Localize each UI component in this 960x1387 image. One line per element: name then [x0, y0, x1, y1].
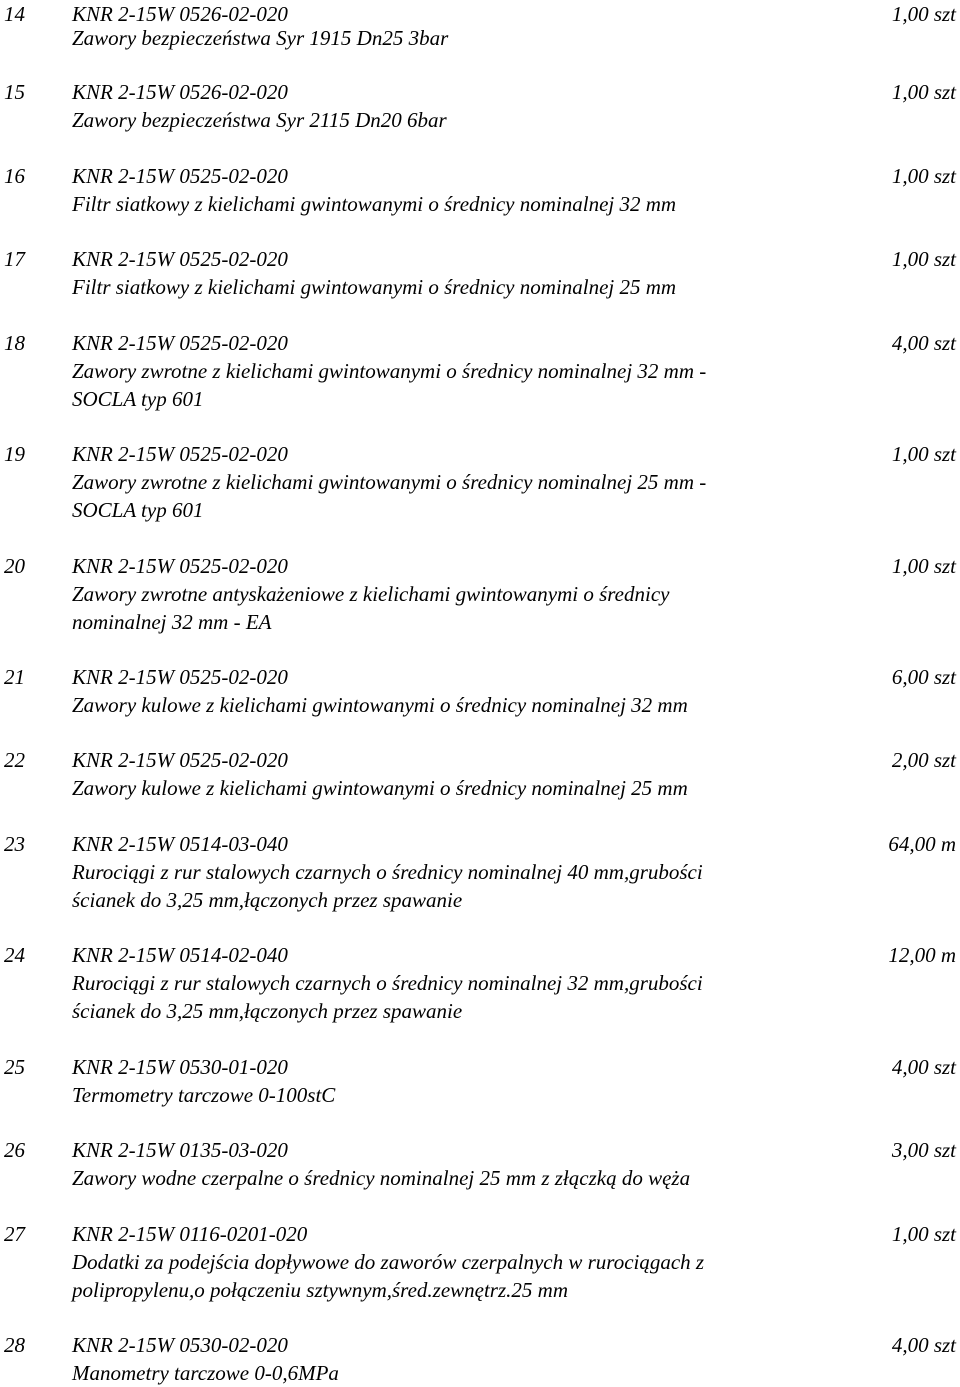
item-description: Zawory bezpieczeństwa Syr 1915 Dn25 3bar — [72, 26, 449, 50]
item-code: KNR 2-15W 0525-02-020 — [72, 665, 288, 689]
item-description: Filtr siatkowy z kielichami gwintowanymi o średnicy nominalnej 25 mm — [72, 275, 677, 299]
item-description: polipropylenu,o połączeniu sztywnym,śred.zewnętrz.25 mm — [72, 1278, 568, 1302]
item-description: ścianek do 3,25 mm,łączonych przez spawanie — [72, 999, 463, 1023]
item-quantity: 3,00 szt — [891, 1138, 956, 1162]
item-quantity: 1,00 szt — [891, 2, 956, 26]
item-code: KNR 2-15W 0525-02-020 — [72, 748, 288, 772]
item-quantity: 4,00 szt — [891, 331, 956, 355]
item-description: Zawory wodne czerpalne o średnicy nominalnej 25 mm z złączką do węża — [72, 1166, 691, 1190]
item-description: nominalnej 32 mm - EA — [72, 610, 272, 634]
item-description: Termometry tarczowe 0-100stC — [72, 1083, 336, 1107]
item-description: Zawory zwrotne z kielichami gwintowanymi o średnicy nominalnej 32 mm - — [72, 359, 707, 383]
item-number: 26 — [4, 1138, 25, 1162]
item-code: KNR 2-15W 0514-03-040 — [72, 832, 288, 856]
item-description: Zawory bezpieczeństwa Syr 2115 Dn20 6bar — [72, 108, 447, 132]
item-code: KNR 2-15W 0526-02-020 — [72, 80, 288, 104]
item-number: 18 — [4, 331, 25, 355]
item-description: SOCLA typ 601 — [72, 498, 204, 522]
item-code: KNR 2-15W 0525-02-020 — [72, 554, 288, 578]
item-number: 23 — [4, 832, 25, 856]
item-number: 15 — [4, 80, 25, 104]
item-quantity: 6,00 szt — [891, 665, 956, 689]
item-quantity: 12,00 m — [888, 943, 956, 967]
item-code: KNR 2-15W 0525-02-020 — [72, 164, 288, 188]
item-quantity: 64,00 m — [888, 832, 956, 856]
item-number: 25 — [4, 1055, 25, 1079]
item-description: Zawory kulowe z kielichami gwintowanymi o średnicy nominalnej 32 mm — [72, 693, 688, 717]
item-code: KNR 2-15W 0135-03-020 — [72, 1138, 288, 1162]
item-description: Rurociągi z rur stalowych czarnych o średnicy nominalnej 40 mm,grubości — [72, 860, 703, 884]
item-quantity: 4,00 szt — [891, 1333, 956, 1357]
item-description: Manometry tarczowe 0-0,6MPa — [72, 1361, 339, 1385]
item-quantity: 1,00 szt — [891, 1222, 956, 1246]
item-quantity: 1,00 szt — [891, 164, 956, 188]
item-number: 20 — [4, 554, 25, 578]
item-code: KNR 2-15W 0525-02-020 — [72, 442, 288, 466]
item-description: Filtr siatkowy z kielichami gwintowanymi o średnicy nominalnej 32 mm — [72, 192, 677, 216]
item-code: KNR 2-15W 0116-0201-020 — [72, 1222, 308, 1246]
item-description: Zawory zwrotne z kielichami gwintowanymi o średnicy nominalnej 25 mm - — [72, 470, 707, 494]
item-quantity: 2,00 szt — [891, 748, 956, 772]
item-quantity: 1,00 szt — [891, 442, 956, 466]
item-quantity: 1,00 szt — [891, 554, 956, 578]
item-number: 16 — [4, 164, 25, 188]
item-number: 24 — [4, 943, 25, 967]
item-description: Dodatki za podejścia dopływowe do zaworów czerpalnych w rurociągach z — [72, 1250, 705, 1274]
item-description: ścianek do 3,25 mm,łączonych przez spawanie — [72, 888, 463, 912]
item-number: 19 — [4, 442, 25, 466]
item-code: KNR 2-15W 0530-01-020 — [72, 1055, 288, 1079]
item-quantity: 1,00 szt — [891, 80, 956, 104]
item-description: Rurociągi z rur stalowych czarnych o średnicy nominalnej 32 mm,grubości — [72, 971, 703, 995]
item-code: KNR 2-15W 0530-02-020 — [72, 1333, 288, 1357]
item-number: 21 — [4, 665, 25, 689]
item-number: 17 — [4, 247, 25, 271]
item-number: 14 — [4, 2, 25, 26]
item-number: 28 — [4, 1333, 25, 1357]
item-description: Zawory zwrotne antyskażeniowe z kielichami gwintowanymi o średnicy — [72, 582, 670, 606]
item-code: KNR 2-15W 0525-02-020 — [72, 331, 288, 355]
item-number: 27 — [4, 1222, 25, 1246]
item-code: KNR 2-15W 0525-02-020 — [72, 247, 288, 271]
item-quantity: 4,00 szt — [891, 1055, 956, 1079]
item-quantity: 1,00 szt — [891, 247, 956, 271]
item-number: 22 — [4, 748, 25, 772]
item-description: Zawory kulowe z kielichami gwintowanymi o średnicy nominalnej 25 mm — [72, 776, 688, 800]
item-description: SOCLA typ 601 — [72, 387, 204, 411]
item-code: KNR 2-15W 0526-02-020 — [72, 2, 288, 26]
item-code: KNR 2-15W 0514-02-040 — [72, 943, 288, 967]
